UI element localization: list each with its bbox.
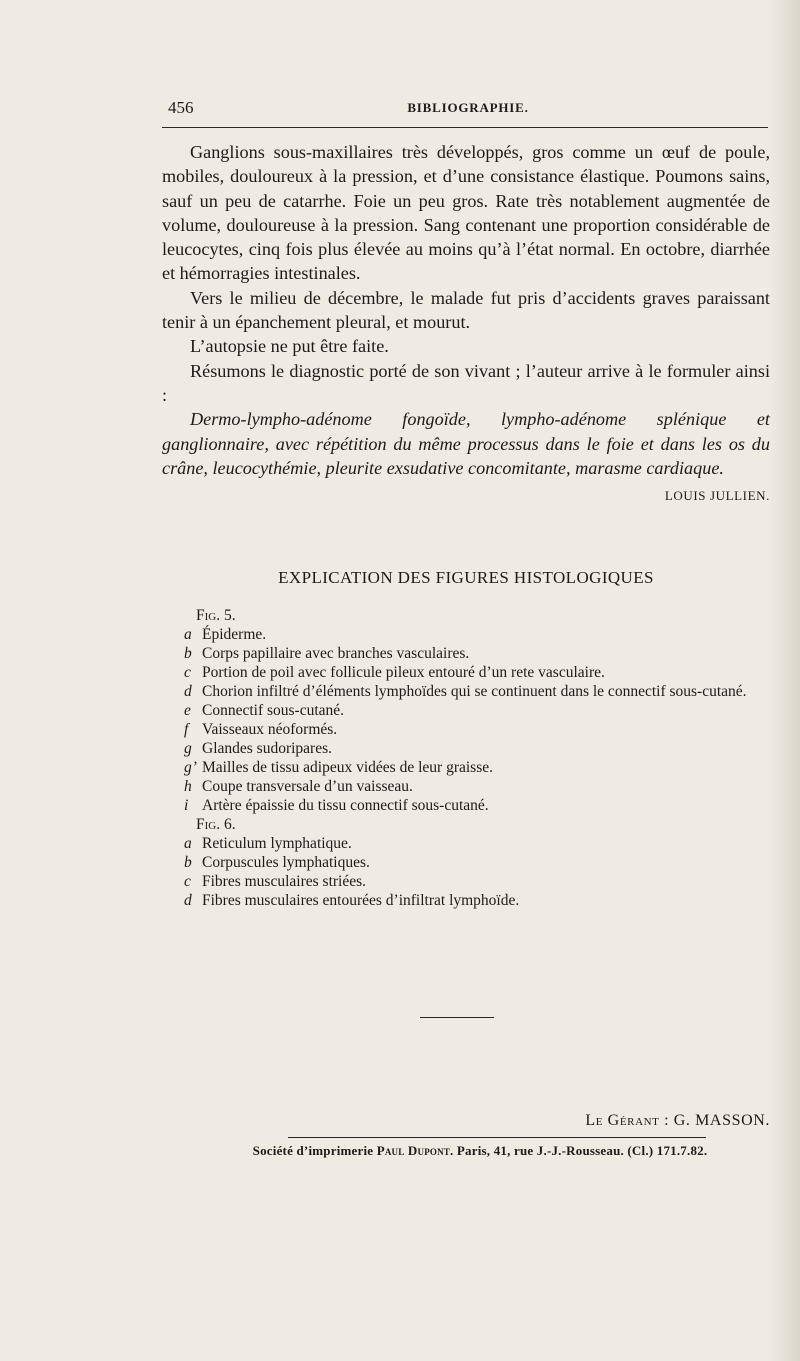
author-signature: LOUIS JULLIEN. xyxy=(664,488,770,504)
figure-5-label: Fig. xyxy=(196,607,221,624)
body-text xyxy=(162,140,770,508)
diagnosis-paragraph xyxy=(162,407,770,504)
legend-text: Glandes sudoripares. xyxy=(202,740,332,757)
paragraph-2: Vers le milieu de décembre, le malade fut pris d’accidents graves paraissant tenir à un épanchement pleural, et mourut. xyxy=(162,287,770,333)
legend-text: Coupe transversale d’un vaisseau. xyxy=(202,778,413,795)
legend-item xyxy=(162,625,770,644)
legend-text: Mailles de tissu adipeux vidées de leur graisse. xyxy=(202,759,493,776)
legend-text: Reticulum lymphatique. xyxy=(202,835,352,852)
page-number: 456 xyxy=(168,98,194,117)
paragraph-1: Ganglions sous-maxillaires très développés, gros comme un œuf de poule, mobiles, douloureux à la pression, et d’une consistance élastique. Poumons sains, sauf un peu de catarrhe. Foie un peu gros. Rate très notablement augmentée de volume, douloureuse à la pression. Sang contenant une proportion considérable de leucocytes, cinq fois plus élevée au moins qu’à l’état normal. En octobre, diarrhée et hémorragies intestinales. xyxy=(162,142,770,284)
legend-text: Chorion infiltré d’éléments lymphoïdes qui se continuent dans le connectif sous-cutané. xyxy=(202,683,747,700)
legend-text: Artère épaissie du tissu connectif sous-cutané. xyxy=(202,797,489,814)
legend-text: Corps papillaire avec branches vasculaires. xyxy=(202,645,470,662)
legend-letter: a xyxy=(184,626,192,643)
legend-item xyxy=(162,720,770,739)
figure-6-heading xyxy=(162,815,770,834)
legend-text: Épiderme. xyxy=(202,626,267,643)
legend-item xyxy=(162,777,770,796)
imprint-prefix: Société d’imprimerie xyxy=(252,1143,374,1158)
running-head: BIBLIOGRAPHIE. xyxy=(407,100,529,115)
legend-item xyxy=(162,739,770,758)
legend-letter: d xyxy=(184,683,192,700)
manager-name: G. MASSON. xyxy=(673,1112,770,1129)
legend-text: Corpuscules lymphatiques. xyxy=(202,854,370,871)
legend-letter: c xyxy=(184,664,191,681)
legend-item xyxy=(162,891,770,910)
imprint-name: Paul Dupont. xyxy=(376,1143,454,1158)
legend-item xyxy=(162,644,770,663)
legend-item xyxy=(162,872,770,891)
legend-text: Vaisseaux néoformés. xyxy=(202,721,338,738)
figure-5-heading xyxy=(162,606,770,625)
end-rule xyxy=(420,1017,494,1018)
legend-letter: f xyxy=(184,721,189,738)
legend-item xyxy=(162,682,770,701)
legend-text: Fibres musculaires entourées d’infiltrat lymphoïde. xyxy=(202,892,520,909)
legend-letter: b xyxy=(184,645,192,662)
figure-legend xyxy=(162,606,770,910)
legend-letter: e xyxy=(184,702,191,719)
figure-5-number: 5. xyxy=(223,607,236,624)
legend-letter: h xyxy=(184,778,192,795)
legend-item xyxy=(162,834,770,853)
imprint-rule xyxy=(288,1137,706,1138)
legend-letter: g’ xyxy=(184,759,197,776)
legend-letter: a xyxy=(184,835,192,852)
paragraph-4: Résumons le diagnostic porté de son vivant ; l’auteur arrive à le formuler ainsi : xyxy=(162,360,770,405)
page-edge-shadow xyxy=(770,0,800,1361)
section-title: EXPLICATION DES FIGURES HISTOLOGIQUES xyxy=(278,568,654,587)
figure-6-label: Fig. xyxy=(196,816,221,833)
legend-letter: g xyxy=(184,740,192,757)
legend-letter: b xyxy=(184,854,192,871)
legend-letter: i xyxy=(184,797,189,814)
legend-item xyxy=(162,663,770,682)
manager-label: Le Gérant xyxy=(585,1112,660,1129)
page-header xyxy=(168,98,768,118)
header-rule xyxy=(162,127,768,128)
figure-6-number: 6. xyxy=(223,816,236,833)
legend-item xyxy=(162,701,770,720)
diagnosis-text: Dermo-lympho-adénome fongoïde, lympho-adénome splénique et ganglionnaire, avec répétition du même processus dans le foie et dans les os du crâne, leucocythémie, pleurite exsudative concomitante, marasme cardiaque. xyxy=(162,409,770,478)
legend-letter: c xyxy=(184,873,191,890)
legend-text: Portion de poil avec follicule pileux entouré d’un rete vasculaire. xyxy=(202,664,605,681)
legend-letter: d xyxy=(184,892,192,909)
legend-item xyxy=(162,796,770,815)
manager-line: Le Gérant : G. MASSON. xyxy=(585,1112,770,1129)
legend-text: Fibres musculaires striées. xyxy=(202,873,367,890)
legend-item xyxy=(162,758,770,777)
legend-item xyxy=(162,853,770,872)
paragraph-3: L’autopsie ne put être faite. xyxy=(190,336,389,357)
printer-imprint xyxy=(200,1143,760,1159)
legend-text: Connectif sous-cutané. xyxy=(202,702,345,719)
imprint-address: Paris, 41, rue J.-J.-Rousseau. (Cl.) 171.7.82. xyxy=(456,1143,708,1158)
